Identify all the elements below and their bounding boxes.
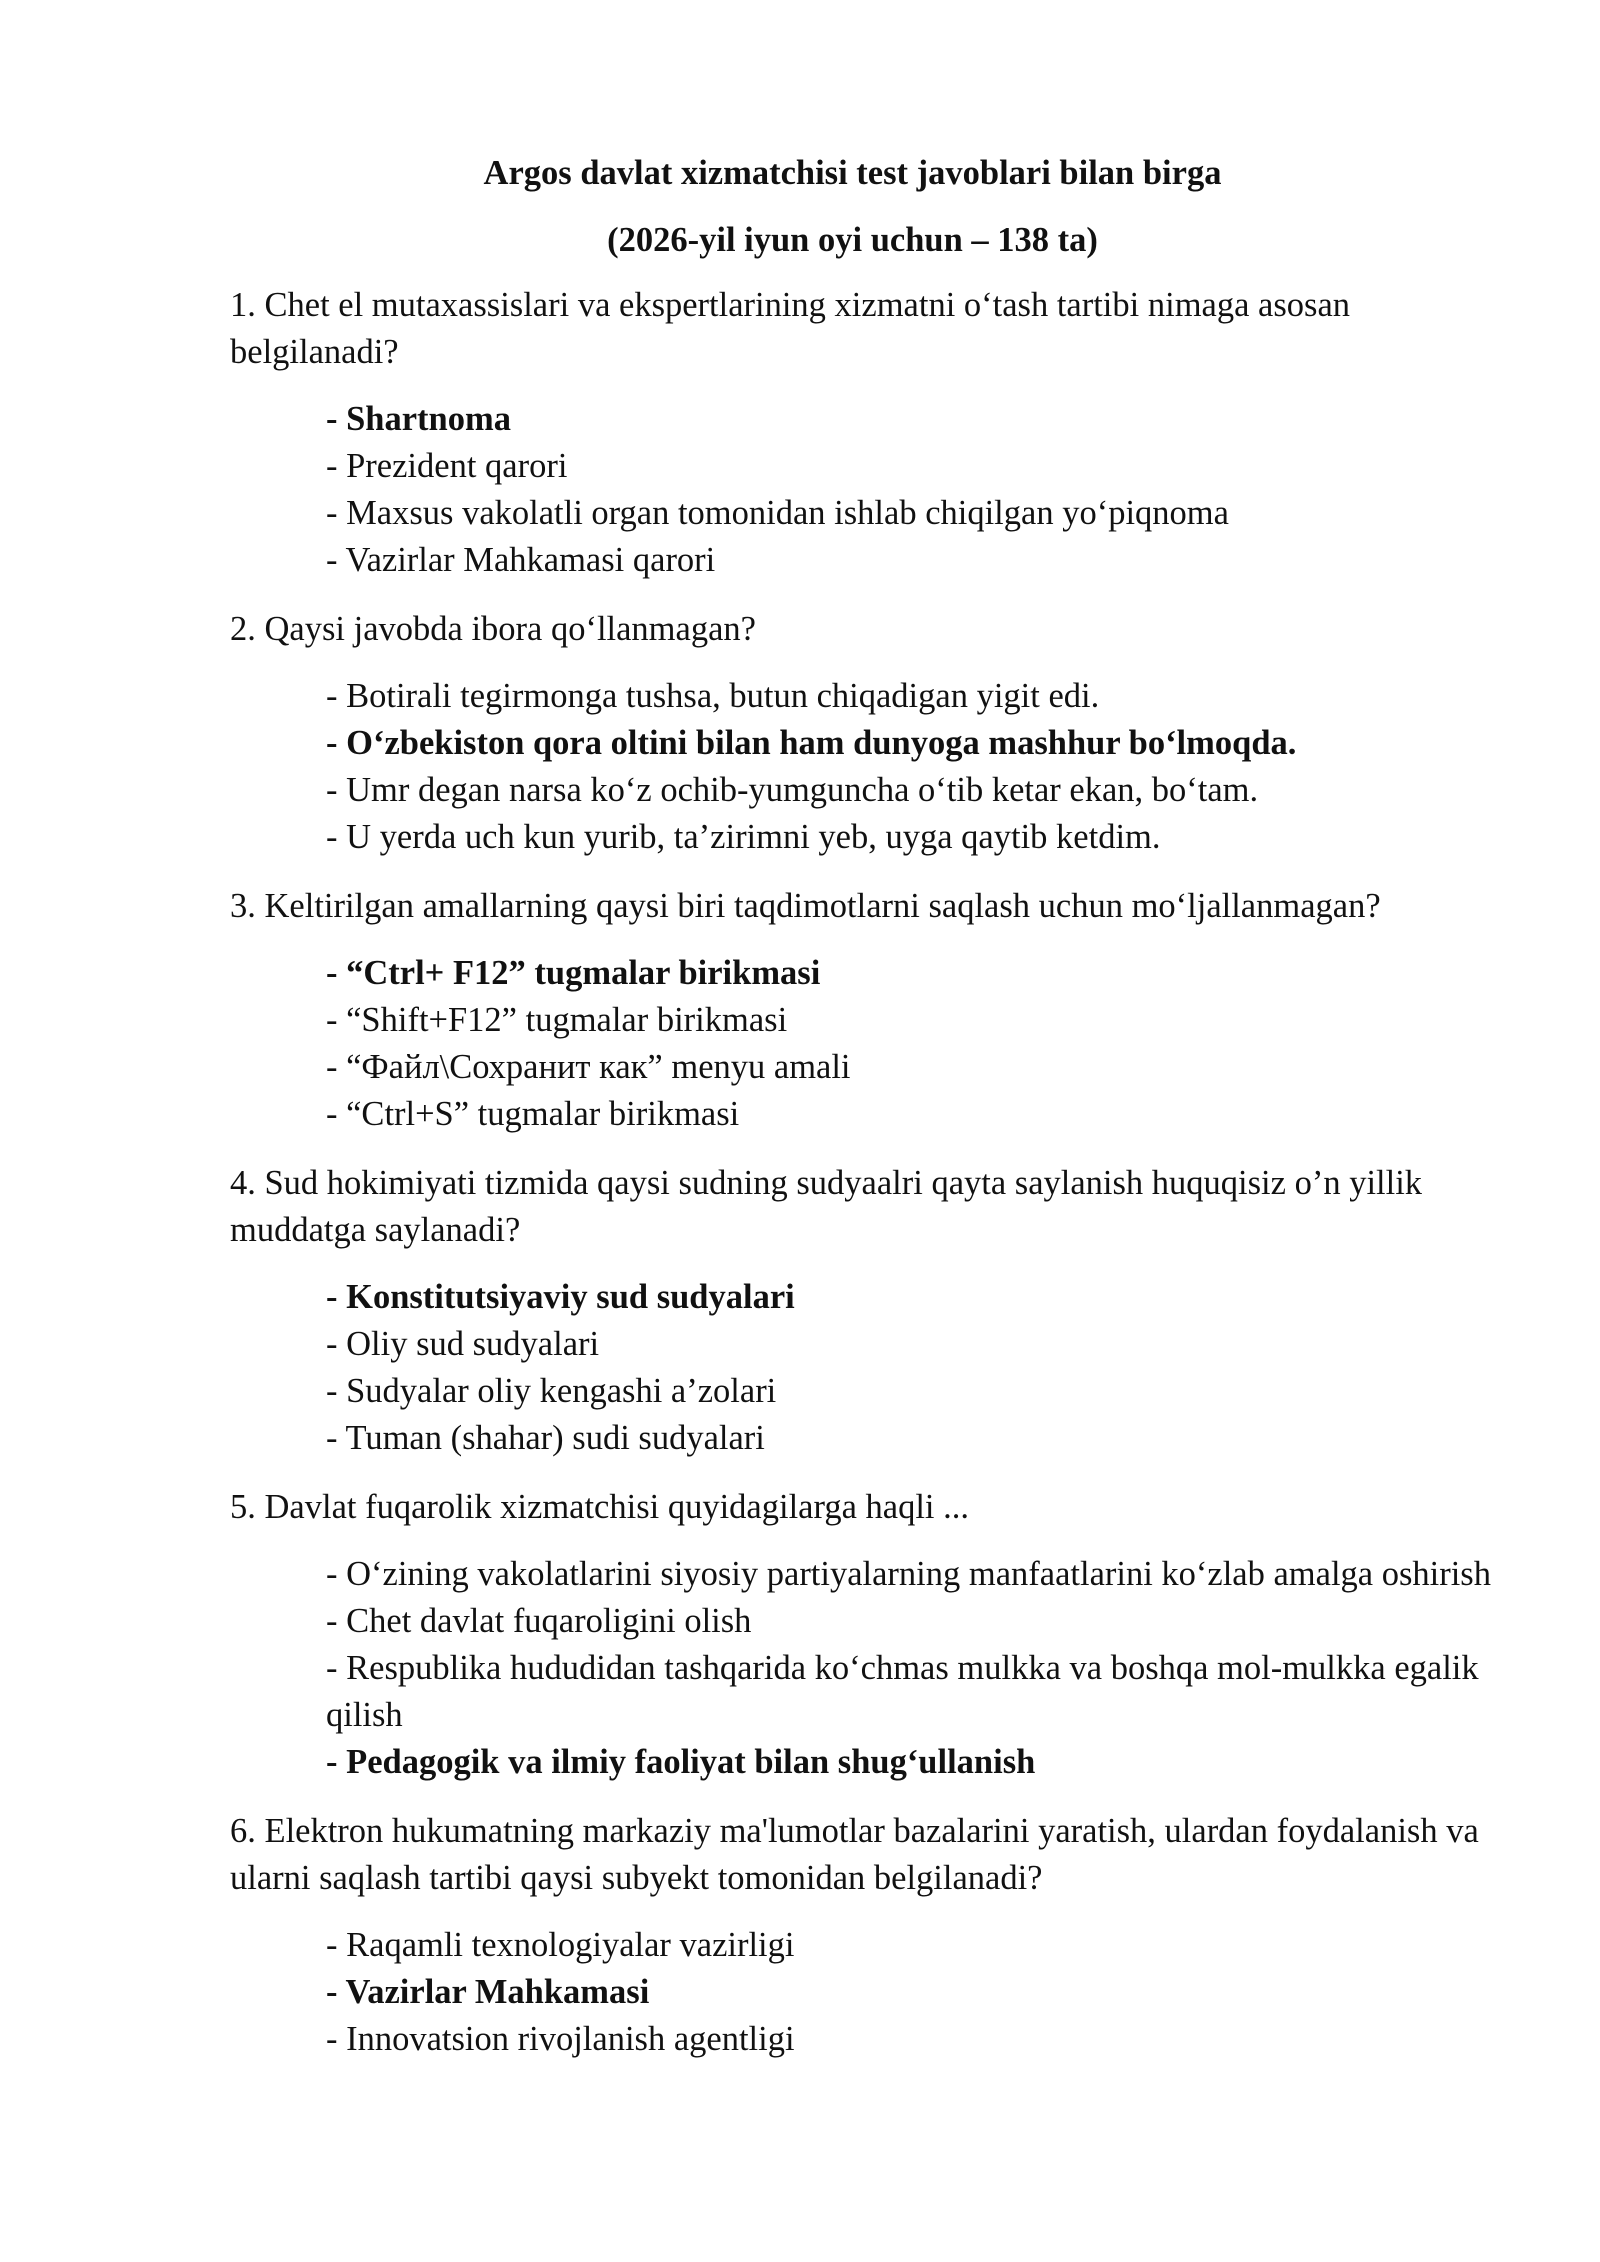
question-text: 1. Chet el mutaxassislari va ekspertlarining xizmatni o‘tash tartibi nimaga asosan belgilanadi? (230, 286, 1351, 371)
answer-option: - Raqamli texnologiyalar vazirligi (326, 1926, 795, 1964)
answer-option: - Sudyalar oliy kengashi a’zolari (326, 1372, 777, 1410)
answer-options (326, 673, 1495, 861)
answer-option: - O‘zining vakolatlarini siyosiy partiyalarning manfaatlarini ko‘zlab amalga oshirish (326, 1555, 1491, 1593)
answer-option: - “Ctrl+S” tugmalar birikmasi (326, 1095, 740, 1133)
question-text: 2. Qaysi javobda ibora qo‘llanmagan? (230, 610, 756, 648)
question-block (230, 883, 1495, 1138)
question-block (230, 1484, 1495, 1786)
answer-options (326, 1274, 1495, 1462)
correct-answer-option: - “Ctrl+ F12” tugmalar birikmasi (326, 954, 821, 992)
answer-options (326, 396, 1495, 584)
question-block (230, 606, 1495, 861)
correct-answer-option: - Vazirlar Mahkamasi (326, 1973, 650, 2011)
document-subtitle: (2026-yil iyun oyi uchun – 138 ta) (607, 221, 1098, 259)
answer-option: - Umr degan narsa ko‘z ochib-yumguncha o‘tib ketar ekan, bo‘tam. (326, 771, 1259, 809)
question-text: 5. Davlat fuqarolik xizmatchisi quyidagilarga haqli ... (230, 1488, 970, 1526)
question-block (230, 1808, 1495, 2063)
correct-answer-option: - Shartnoma (326, 400, 511, 438)
question-text: 6. Elektron hukumatning markaziy ma'lumotlar bazalarini yaratish, ulardan foydalanish va ularni saqlash tartibi qaysi subyekt tomonidan belgilanadi? (230, 1812, 1479, 1897)
question-text: 3. Keltirilgan amallarning qaysi biri taqdimotlarni saqlash uchun mo‘ljallanmagan? (230, 887, 1381, 925)
correct-answer-option: - O‘zbekiston qora oltini bilan ham dunyoga mashhur bo‘lmoqda. (326, 724, 1297, 762)
answer-option: - Innovatsion rivojlanish agentligi (326, 2020, 795, 2058)
answer-option: - Maxsus vakolatli organ tomonidan ishlab chiqilgan yo‘piqnoma (326, 494, 1229, 532)
answer-option: - Vazirlar Mahkamasi qarori (326, 541, 716, 579)
answer-option: - Botirali tegirmonga tushsa, butun chiqadigan yigit edi. (326, 677, 1100, 715)
answer-option: - Respublika hududidan tashqarida ko‘chmas mulkka va boshqa mol-mulkka egalik qilish (326, 1649, 1479, 1734)
question-block (230, 282, 1495, 584)
answer-option: - Chet davlat fuqaroligini olish (326, 1602, 752, 1640)
answer-option: - U yerda uch kun yurib, ta’zirimni yeb, uyga qaytib ketdim. (326, 818, 1161, 856)
answer-option: - “Файл\Сохранит как” menyu amali (326, 1048, 851, 1086)
document-title: Argos davlat xizmatchisi test javoblari bilan birga (483, 154, 1222, 192)
question-block (230, 1160, 1495, 1462)
answer-option: - “Shift+F12” tugmalar birikmasi (326, 1001, 788, 1039)
answer-option: - Oliy sud sudyalari (326, 1325, 600, 1363)
answer-options (326, 1922, 1495, 2063)
question-list (230, 282, 1495, 2063)
answer-option: - Tuman (shahar) sudi sudyalari (326, 1419, 765, 1457)
answer-option: - Prezident qarori (326, 447, 568, 485)
correct-answer-option: - Pedagogik va ilmiy faoliyat bilan shug‘ullanish (326, 1743, 1036, 1781)
correct-answer-option: - Konstitutsiyaviy sud sudyalari (326, 1278, 795, 1316)
answer-options (326, 1551, 1495, 1786)
answer-options (326, 950, 1495, 1138)
question-text: 4. Sud hokimiyati tizmida qaysi sudning sudyaalri qayta saylanish huquqisiz o’n yillik muddatga saylanadi? (230, 1164, 1423, 1249)
